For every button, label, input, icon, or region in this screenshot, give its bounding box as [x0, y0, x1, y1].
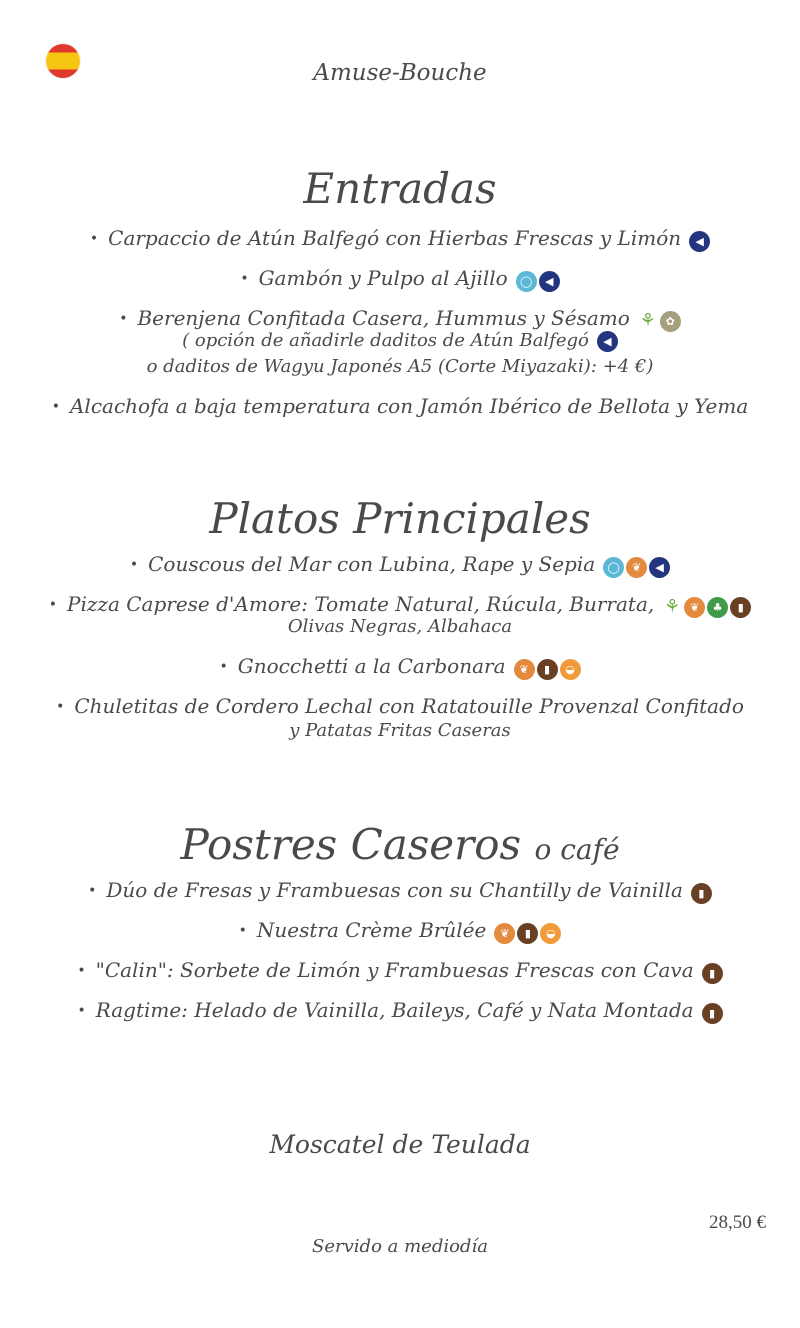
menu-item-text: Couscous del Mar con Lubina, Rape y Sepia [148, 552, 596, 576]
dairy-icon: ▮ [702, 1003, 723, 1024]
menu-item: • Gnocchetti a la Carbonara ❦ ▮ ◒ [0, 654, 800, 681]
note-line: ( opción de añadirle daditos de Atún Balfegó [182, 330, 589, 351]
menu-item-text: Carpaccio de Atún Balfegó con Hierbas Frescas y Limón [108, 226, 682, 250]
dairy-icon: ▮ [730, 597, 751, 618]
menu-item: • Gambón y Pulpo al Ajillo ◯ ◀ [0, 266, 800, 293]
dairy-icon: ▮ [691, 883, 712, 904]
principales-title: Platos Principales [209, 494, 591, 543]
postres-title-suffix: o café [534, 833, 620, 866]
menu-item: • Carpaccio de Atún Balfegó con Hierbas Frescas y Limón ◀ [0, 226, 800, 253]
wine-pairing: Moscatel de Teulada [269, 1130, 531, 1159]
menu-item: • Nuestra Crème Brûlée ❦ ▮ ◒ [0, 918, 800, 945]
menu-item-text: "Calin": Sorbete de Limón y Frambuesas Frescas con Cava [95, 958, 694, 982]
menu-item-text: Gambón y Pulpo al Ajillo [258, 266, 508, 290]
shellfish-icon: ◯ [603, 557, 624, 578]
vegan-icon: ⚘ [664, 596, 681, 617]
dairy-icon: ▮ [537, 659, 558, 680]
gluten-icon: ❦ [514, 659, 535, 680]
postres-title-main: Postres Caseros [180, 820, 522, 869]
menu-item-text: Chuletitas de Cordero Lechal con Ratatouille Provenzal Confitado [74, 694, 744, 718]
menu-item-note: o daditos de Wagyu Japonés A5 (Corte Miyazaki): +4 €) [146, 356, 654, 377]
menu-item-text: Berenjena Confitada Casera, Hummus y Sésamo [137, 306, 630, 330]
amuse-bouche-heading: Amuse-Bouche [313, 60, 487, 86]
menu-item-text: Dúo de Fresas y Frambuesas con su Chantilly de Vainilla [106, 878, 683, 902]
menu-item-text: Alcachofa a baja temperatura con Jamón Ibérico de Bellota y Yema [69, 394, 749, 418]
menu-item: • Berenjena Confitada Casera, Hummus y Sésamo ⚘ ✿ [0, 306, 800, 333]
gluten-icon: ❦ [494, 923, 515, 944]
menu-item: • Chuletitas de Cordero Lechal con Ratatouille Provenzal Confitado [56, 694, 744, 718]
menu-item: • Alcachofa a baja temperatura con Jamón Ibérico de Bellota y Yema [51, 394, 749, 418]
served-note: Servido a mediodía [312, 1236, 488, 1257]
egg-icon: ◒ [540, 923, 561, 944]
dairy-icon: ▮ [702, 963, 723, 984]
menu-item-text: Pizza Caprese d'Amore: Tomate Natural, Rúcula, Burrata, [67, 592, 655, 616]
egg-icon: ◒ [560, 659, 581, 680]
menu-item-note [0, 330, 800, 352]
menu-item-text: Nuestra Crème Brûlée [256, 918, 487, 942]
postres-title [0, 820, 800, 869]
menu-item: • Couscous del Mar con Lubina, Rape y Sepia ◯ ❦ ◀ [0, 552, 800, 579]
gluten-icon: ❦ [626, 557, 647, 578]
vegan-icon: ⚘ [639, 310, 656, 331]
menu-item-line2: Olivas Negras, Albahaca [287, 616, 513, 637]
fish-icon: ◀ [689, 231, 710, 252]
gluten-icon: ❦ [684, 597, 705, 618]
menu-item: • "Calin": Sorbete de Limón y Frambuesas Frescas con Cava ▮ [0, 958, 800, 985]
menu-price: 28,50 € [709, 1212, 766, 1233]
dairy-icon: ▮ [517, 923, 538, 944]
menu-item-line2: y Patatas Fritas Caseras [289, 720, 511, 741]
menu-item: • Ragtime: Helado de Vainilla, Baileys, Café y Nata Montada ▮ [0, 998, 800, 1025]
fish-icon: ◀ [597, 331, 618, 352]
celery-icon: ♣ [707, 597, 728, 618]
sesame-icon: ✿ [660, 311, 681, 332]
menu-item: • Pizza Caprese d'Amore: Tomate Natural, Rúcula, Burrata, ⚘ ❦ ♣ ▮ [0, 592, 800, 619]
shellfish-icon: ◯ [516, 271, 537, 292]
menu-item-text: Gnocchetti a la Carbonara [237, 654, 506, 678]
fish-icon: ◀ [649, 557, 670, 578]
menu-item: • Dúo de Fresas y Frambuesas con su Chantilly de Vainilla ▮ [0, 878, 800, 905]
menu-item-text: Ragtime: Helado de Vainilla, Baileys, Café y Nata Montada [95, 998, 694, 1022]
entradas-title: Entradas [303, 164, 497, 213]
fish-icon: ◀ [539, 271, 560, 292]
